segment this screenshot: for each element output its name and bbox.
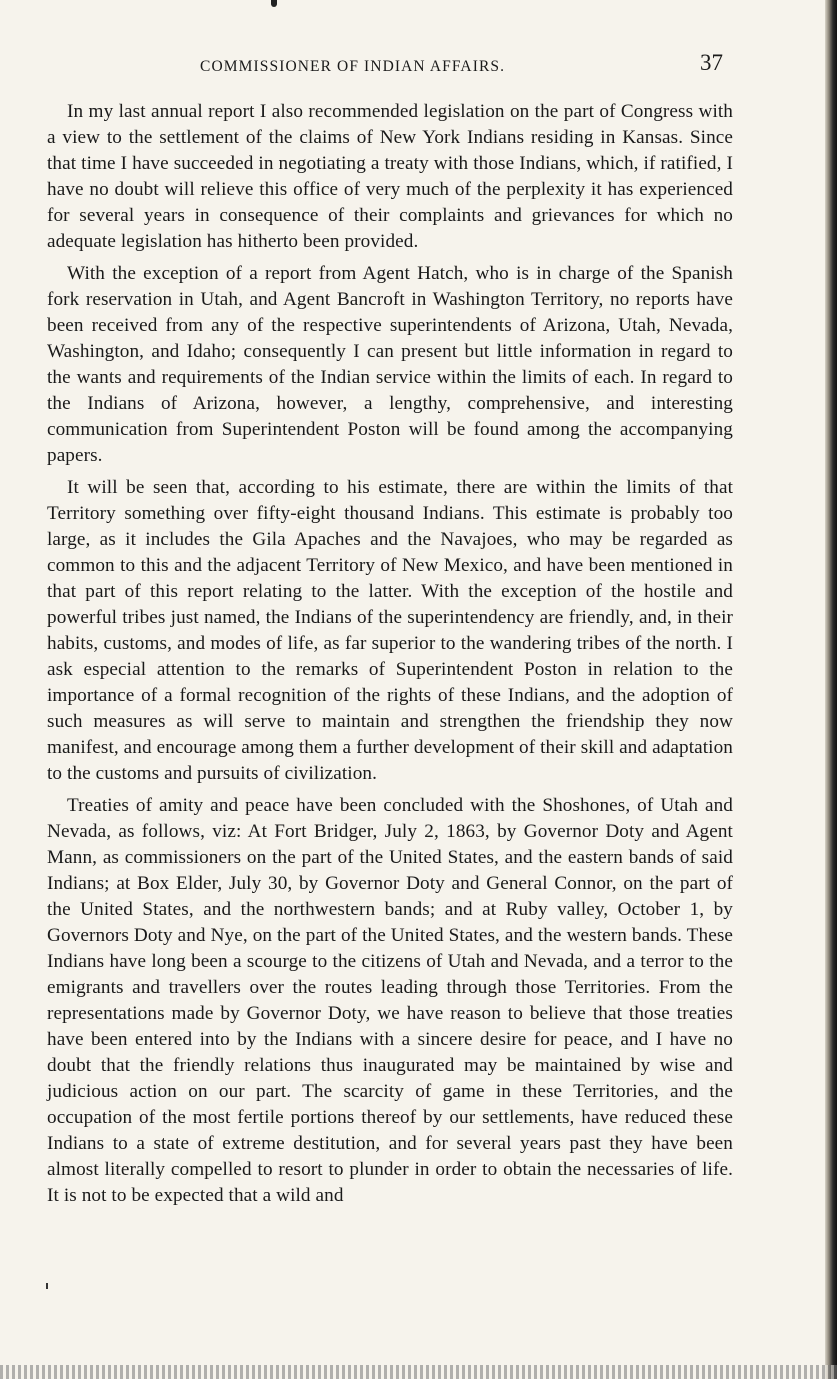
paragraph: It will be seen that, according to his estimate, there are within the limits of that Territory something over fifty-eight thousand Indians. This estimate is probably too large, as it includes the Gila Apaches and the Navajoes, who may be regarded as common to this and the adjacent Territory of New Mexico, and have been mentioned in that part of this report relating to the latter. With the exception of the hostile and powerful tribes just named, the Indians of the superintendency are friendly, and, in their habits, customs, and modes of life, as far superior to the wandering tribes of the north. I ask especial attention to the remarks of Superintendent Poston in relation to the importance of a formal recognition of the rights of these Indians, and the adoption of such measures as will serve to maintain and strengthen the friendship they now manifest, and encourage among them a further development of their skill and adaptation to the customs and pursuits of civilization. xyxy=(47,477,733,784)
binding-mark xyxy=(271,0,277,7)
margin-mark xyxy=(46,1283,48,1289)
page-bottom-edge xyxy=(0,1365,837,1379)
body-text xyxy=(47,99,733,1209)
page-edge-shadow xyxy=(825,0,837,1379)
paragraph: In my last annual report I also recommended legislation on the part of Congress with a view to the settlement of the claims of New York Indians residing in Kansas. Since that time I have succeeded in negotiating a treaty with those Indians, which, if ratified, I have no doubt will relieve this office of very much of the perplexity it has experienced for several years in consequence of their complaints and grievances for which no adequate legislation has hitherto been provided. xyxy=(47,101,733,252)
paragraph: Treaties of amity and peace have been concluded with the Shoshones, of Utah and Nevada, as follows, viz: At Fort Bridger, July 2, 1863, by Governor Doty and Agent Mann, as commissioners on the part of the United States, and the eastern bands of said Indians; at Box Elder, July 30, by Governor Doty and General Connor, on the part of the United States, and the northwestern bands; and at Ruby valley, October 1, by Governors Doty and Nye, on the part of the United States, and the western bands. These Indians have long been a scourge to the citizens of Utah and Nevada, and a terror to the emigrants and travellers over the routes leading through those Territories. From the representations made by Governor Doty, we have reason to believe that those treaties have been entered into by the Indians with a sincere desire for peace, and I have no doubt that the friendly relations thus inaugurated may be maintained by wise and judicious action on our part. The scarcity of game in these Territories, and the occupation of the most fertile portions thereof by our settlements, have reduced these Indians to a state of extreme destitution, and for several years past they have been almost literally compelled to resort to plunder in order to obtain the necessaries of life. It is not to be expected that a wild and xyxy=(47,795,733,1206)
paragraph: With the exception of a report from Agent Hatch, who is in charge of the Spanish fork reservation in Utah, and Agent Bancroft in Washington Territory, no reports have been received from any of the respective superintendents of Arizona, Utah, Nevada, Washington, and Idaho; consequently I can present but little information in regard to the wants and requirements of the Indian service within the limits of each. In regard to the Indians of Arizona, however, a lengthy, comprehensive, and interesting communication from Superintendent Poston will be found among the accompanying papers. xyxy=(47,263,733,466)
running-title: COMMISSIONER OF INDIAN AFFAIRS. xyxy=(200,58,506,75)
page-number: 37 xyxy=(700,50,723,75)
